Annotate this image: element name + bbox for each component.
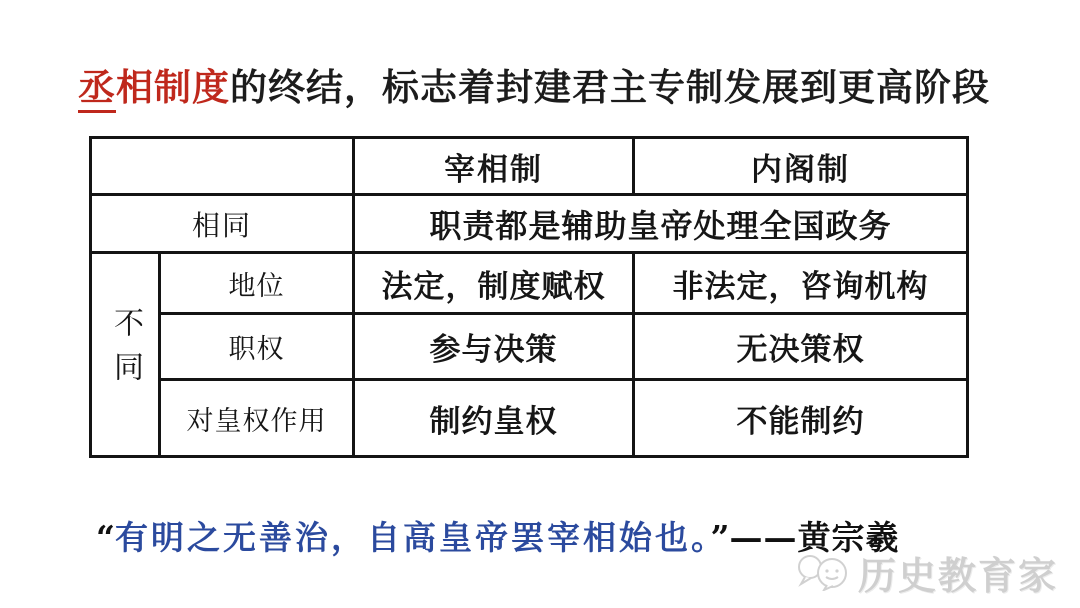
quote-open-mark: “ [96, 518, 115, 557]
diff-label-cell [91, 253, 160, 457]
power-zaixiang: 参与决策 [354, 314, 634, 380]
table-header-row [91, 138, 968, 195]
aspect-status: 地位 [160, 253, 354, 314]
title-highlight: 相制度 [116, 66, 230, 109]
table-row-same [91, 195, 968, 253]
header-empty-cell [91, 138, 354, 195]
imperial-zaixiang: 制约皇权 [354, 380, 634, 457]
chat-bubbles-icon [796, 551, 854, 595]
table-row-status [91, 253, 968, 314]
same-label: 相同 [91, 195, 354, 253]
comparison-table [89, 136, 969, 458]
header-zaixiang: 宰相制 [354, 138, 634, 195]
table-row-power [91, 314, 968, 380]
watermark-text: 历史教育家 [857, 554, 1058, 598]
watermark [796, 545, 1058, 600]
title-highlight-underlined: 丞 [78, 68, 116, 113]
quote-text: 有明之无善治，自高皇帝罢宰相始也。 [114, 518, 711, 557]
quote-line [96, 512, 899, 559]
diff-label: 不同 [108, 306, 143, 395]
same-value: 职责都是辅助皇帝处理全国政务 [354, 195, 968, 253]
quote-close-mark: ” [710, 518, 730, 557]
imperial-neige: 不能制约 [634, 380, 968, 457]
table-row-imperial [91, 380, 968, 457]
status-neige: 非法定，咨询机构 [634, 253, 968, 314]
power-neige: 无决策权 [634, 314, 968, 380]
title-rest: 的终结，标志着封建君主专制发展到更高阶段 [230, 66, 990, 109]
quote-attribution: ——黄宗羲 [729, 518, 900, 557]
status-zaixiang: 法定，制度赋权 [354, 253, 634, 314]
aspect-imperial: 对皇权作用 [160, 380, 354, 457]
page-title [78, 57, 990, 113]
header-neige: 内阁制 [634, 138, 968, 195]
aspect-power: 职权 [160, 314, 354, 380]
